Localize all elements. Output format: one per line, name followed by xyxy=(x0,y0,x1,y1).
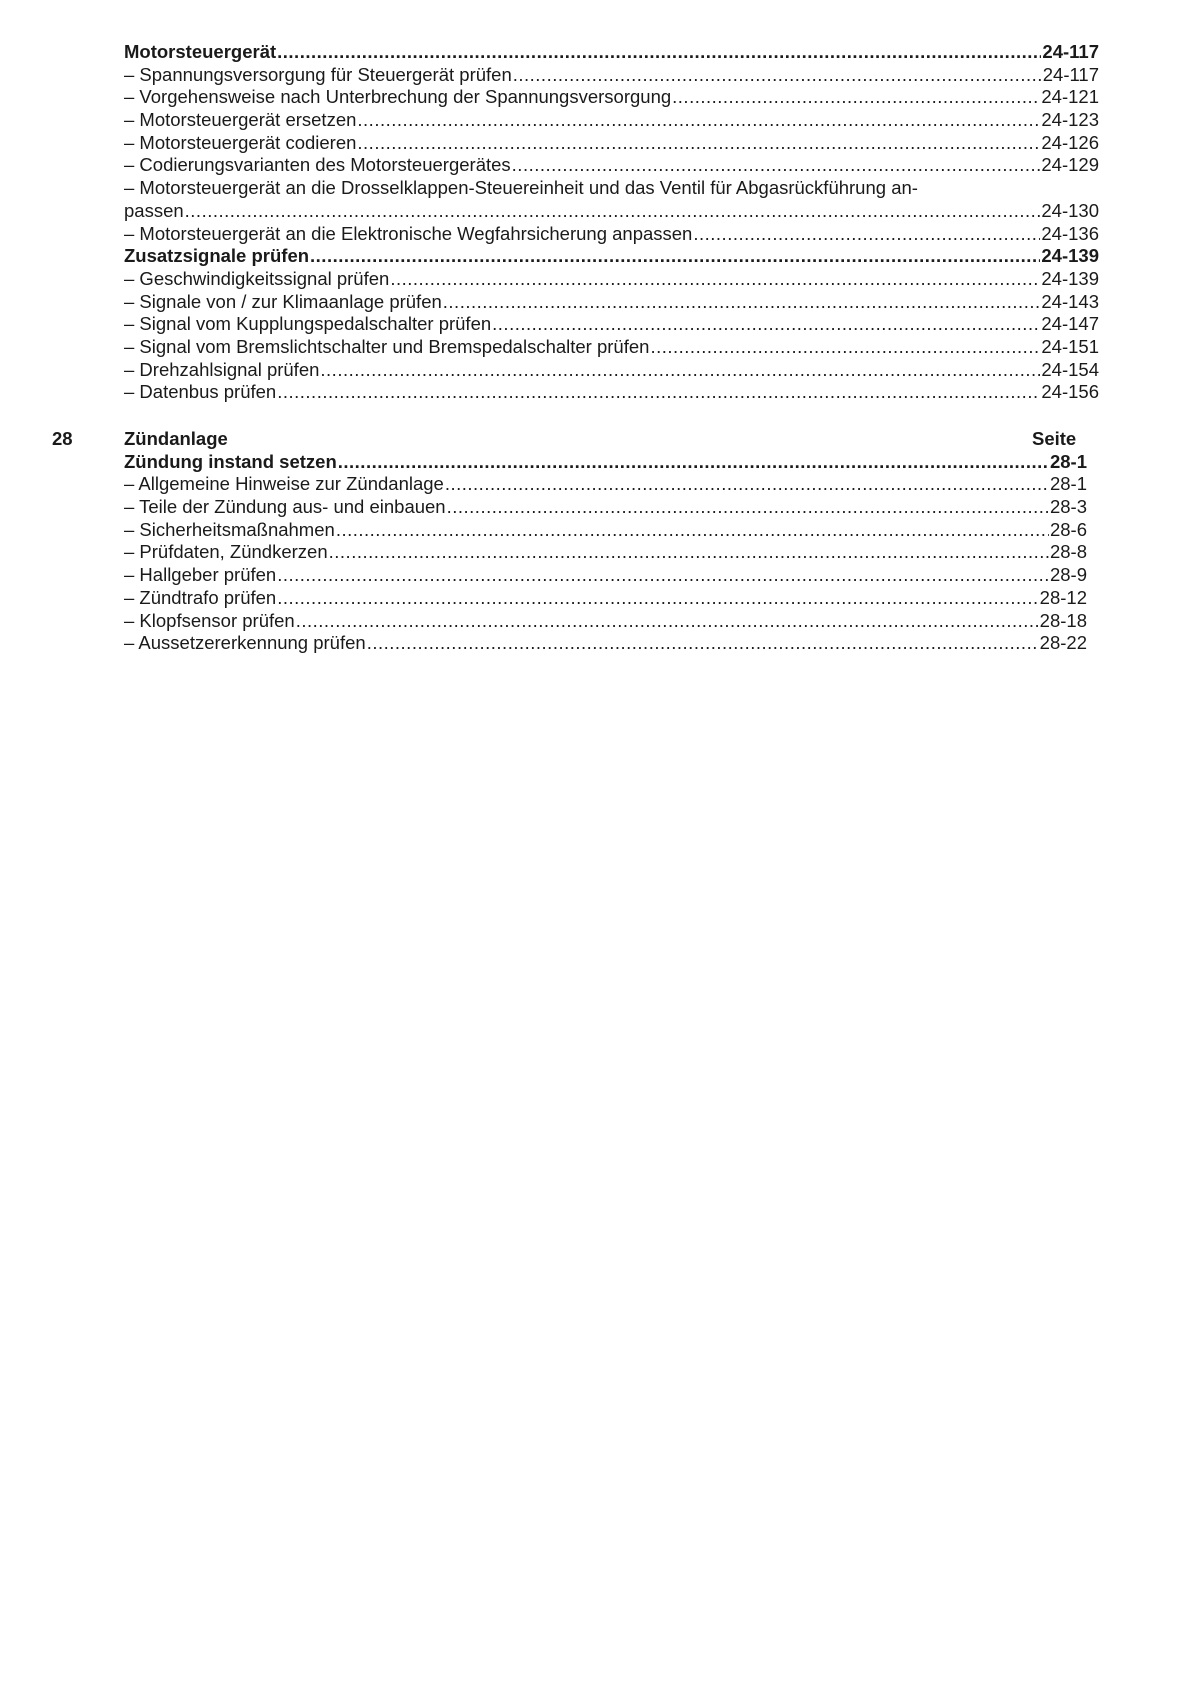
dot-leader xyxy=(338,451,1049,474)
toc-entry-page: 24-139 xyxy=(1041,267,1099,289)
chapter-title: Zündanlage xyxy=(124,428,228,449)
toc-entry-page: 28-3 xyxy=(1049,496,1087,518)
toc-entry[interactable] xyxy=(0,473,1190,496)
toc-entry-label: passen xyxy=(124,199,184,221)
toc-section-24 xyxy=(0,41,1190,404)
toc-entry-page: 28-12 xyxy=(1039,586,1087,608)
dot-leader xyxy=(357,109,1040,132)
toc-entry[interactable] xyxy=(0,268,1190,291)
toc-entry-page: 24-151 xyxy=(1041,335,1099,357)
toc-entry-label: Zündung instand setzen xyxy=(124,450,337,472)
chapter-number: 28 xyxy=(52,428,73,449)
toc-entry-page: 28-22 xyxy=(1039,632,1087,654)
toc-entry-label: – Datenbus prüfen xyxy=(124,381,277,403)
dot-leader xyxy=(277,381,1040,404)
toc-entry-page: 24-121 xyxy=(1041,86,1099,108)
chapter-header xyxy=(0,428,1190,451)
toc-entry-label: – Motorsteuergerät codieren xyxy=(124,131,357,153)
toc-entry[interactable] xyxy=(0,336,1190,359)
toc-entry-label: – Spannungsversorgung für Steuergerät prüfen xyxy=(124,63,512,85)
toc-entry-page: 24-129 xyxy=(1041,154,1099,176)
dot-leader xyxy=(277,564,1049,587)
toc-entry-page: 28-6 xyxy=(1049,518,1087,540)
toc-entry-label: – Signal vom Bremslichtschalter und Bremspedalschalter prüfen xyxy=(124,335,650,357)
dot-leader xyxy=(357,132,1040,155)
toc-entry[interactable] xyxy=(0,223,1190,246)
toc-entry[interactable] xyxy=(0,154,1190,177)
toc-entry-continuation[interactable] xyxy=(0,200,1190,223)
toc-entry-label: – Signal vom Kupplungspedalschalter prüfen xyxy=(124,313,492,335)
dot-leader xyxy=(296,610,1039,633)
toc-entry[interactable] xyxy=(0,64,1190,87)
toc-entry-label: – Motorsteuergerät an die Drosselklappen-Steuereinheit und das Ventil für Abgasrückführung an- xyxy=(124,177,918,199)
toc-entry[interactable] xyxy=(0,496,1190,519)
toc-entry[interactable] xyxy=(0,132,1190,155)
toc-entry[interactable] xyxy=(0,313,1190,336)
toc-entry-page: 24-139 xyxy=(1041,245,1099,267)
dot-leader xyxy=(513,64,1042,87)
toc-entry[interactable] xyxy=(0,632,1190,655)
toc-entry-label: – Prüfdaten, Zündkerzen xyxy=(124,541,328,563)
toc-entry-page: 24-154 xyxy=(1041,358,1099,380)
toc-entry[interactable] xyxy=(0,291,1190,314)
toc-entry-section-heading[interactable] xyxy=(0,245,1190,268)
toc-entry-page: 28-1 xyxy=(1049,450,1087,472)
dot-leader xyxy=(445,473,1049,496)
toc-entry-page: 24-117 xyxy=(1042,63,1099,85)
dot-leader xyxy=(277,41,1041,64)
dot-leader xyxy=(320,359,1040,382)
toc-entry-label: – Klopfsensor prüfen xyxy=(124,609,295,631)
toc-entry-label: – Zündtrafo prüfen xyxy=(124,586,277,608)
toc-entry-section-heading[interactable] xyxy=(0,451,1190,474)
toc-entry-page: 24-130 xyxy=(1041,199,1099,221)
toc-entry[interactable] xyxy=(0,86,1190,109)
dot-leader xyxy=(277,587,1038,610)
dot-leader xyxy=(185,200,1041,223)
toc-entry-label: Motorsteuergerät xyxy=(124,41,277,62)
toc-entry-page: 28-9 xyxy=(1049,564,1087,586)
dot-leader xyxy=(310,245,1040,268)
toc-entry-label: – Signale von / zur Klimaanlage prüfen xyxy=(124,290,442,312)
toc-entry[interactable] xyxy=(0,109,1190,132)
toc-entry-page: 24-143 xyxy=(1041,290,1099,312)
dot-leader xyxy=(672,86,1040,109)
dot-leader xyxy=(693,223,1040,246)
toc-entry-label: – Drehzahlsignal prüfen xyxy=(124,358,320,380)
toc-entry-page: 24-126 xyxy=(1041,131,1099,153)
toc-entry-wrapped-line[interactable] xyxy=(0,177,1190,200)
dot-leader xyxy=(336,519,1049,542)
toc-entry-page: 28-8 xyxy=(1049,541,1087,563)
toc-entry-page: 24-136 xyxy=(1041,222,1099,244)
dot-leader xyxy=(492,313,1040,336)
toc-entry[interactable] xyxy=(0,359,1190,382)
toc-entry-page: 24-156 xyxy=(1041,381,1099,403)
toc-entry[interactable] xyxy=(0,587,1190,610)
toc-entry-label: – Geschwindigkeitssignal prüfen xyxy=(124,267,390,289)
toc-entry[interactable] xyxy=(0,610,1190,633)
toc-entry-label: – Motorsteuergerät an die Elektronische Wegfahrsicherung anpassen xyxy=(124,222,693,244)
toc-entry-label: – Sicherheitsmaßnahmen xyxy=(124,518,335,540)
toc-entry[interactable] xyxy=(0,381,1190,404)
page-column-label: Seite xyxy=(1032,428,1077,449)
toc-entry-label: – Codierungsvarianten des Motorsteuergerätes xyxy=(124,154,511,176)
toc-entry-label: Zusatzsignale prüfen xyxy=(124,245,310,267)
dot-leader xyxy=(650,336,1040,359)
toc-entry-label: – Motorsteuergerät ersetzen xyxy=(124,109,357,131)
toc-entry[interactable] xyxy=(0,564,1190,587)
dot-leader xyxy=(329,541,1049,564)
toc-entry-page: 24-123 xyxy=(1041,109,1099,131)
toc-entry-label: – Vorgehensweise nach Unterbrechung der Spannungsversorgung xyxy=(124,86,672,108)
toc-entry-label: – Aussetzererkennung prüfen xyxy=(124,632,366,654)
toc-entry[interactable] xyxy=(0,541,1190,564)
dot-leader xyxy=(512,154,1041,177)
toc-entry-page: 28-18 xyxy=(1039,609,1087,631)
dot-leader xyxy=(390,268,1040,291)
toc-entry[interactable] xyxy=(0,519,1190,542)
dot-leader xyxy=(443,291,1041,314)
dot-leader xyxy=(367,632,1039,655)
toc-entry-page: 28-1 xyxy=(1049,473,1087,495)
toc-entry-label: – Hallgeber prüfen xyxy=(124,564,277,586)
toc-entry-page: 24-147 xyxy=(1041,313,1099,335)
toc-section-28 xyxy=(0,428,1190,655)
toc-entry-label: – Allgemeine Hinweise zur Zündanlage xyxy=(124,473,444,495)
dot-leader xyxy=(447,496,1049,519)
toc-entry-label: – Teile der Zündung aus- und einbauen xyxy=(124,496,446,518)
toc-entry-section-heading[interactable] xyxy=(0,41,1190,64)
toc-entry-page: 24-117 xyxy=(1042,41,1099,62)
